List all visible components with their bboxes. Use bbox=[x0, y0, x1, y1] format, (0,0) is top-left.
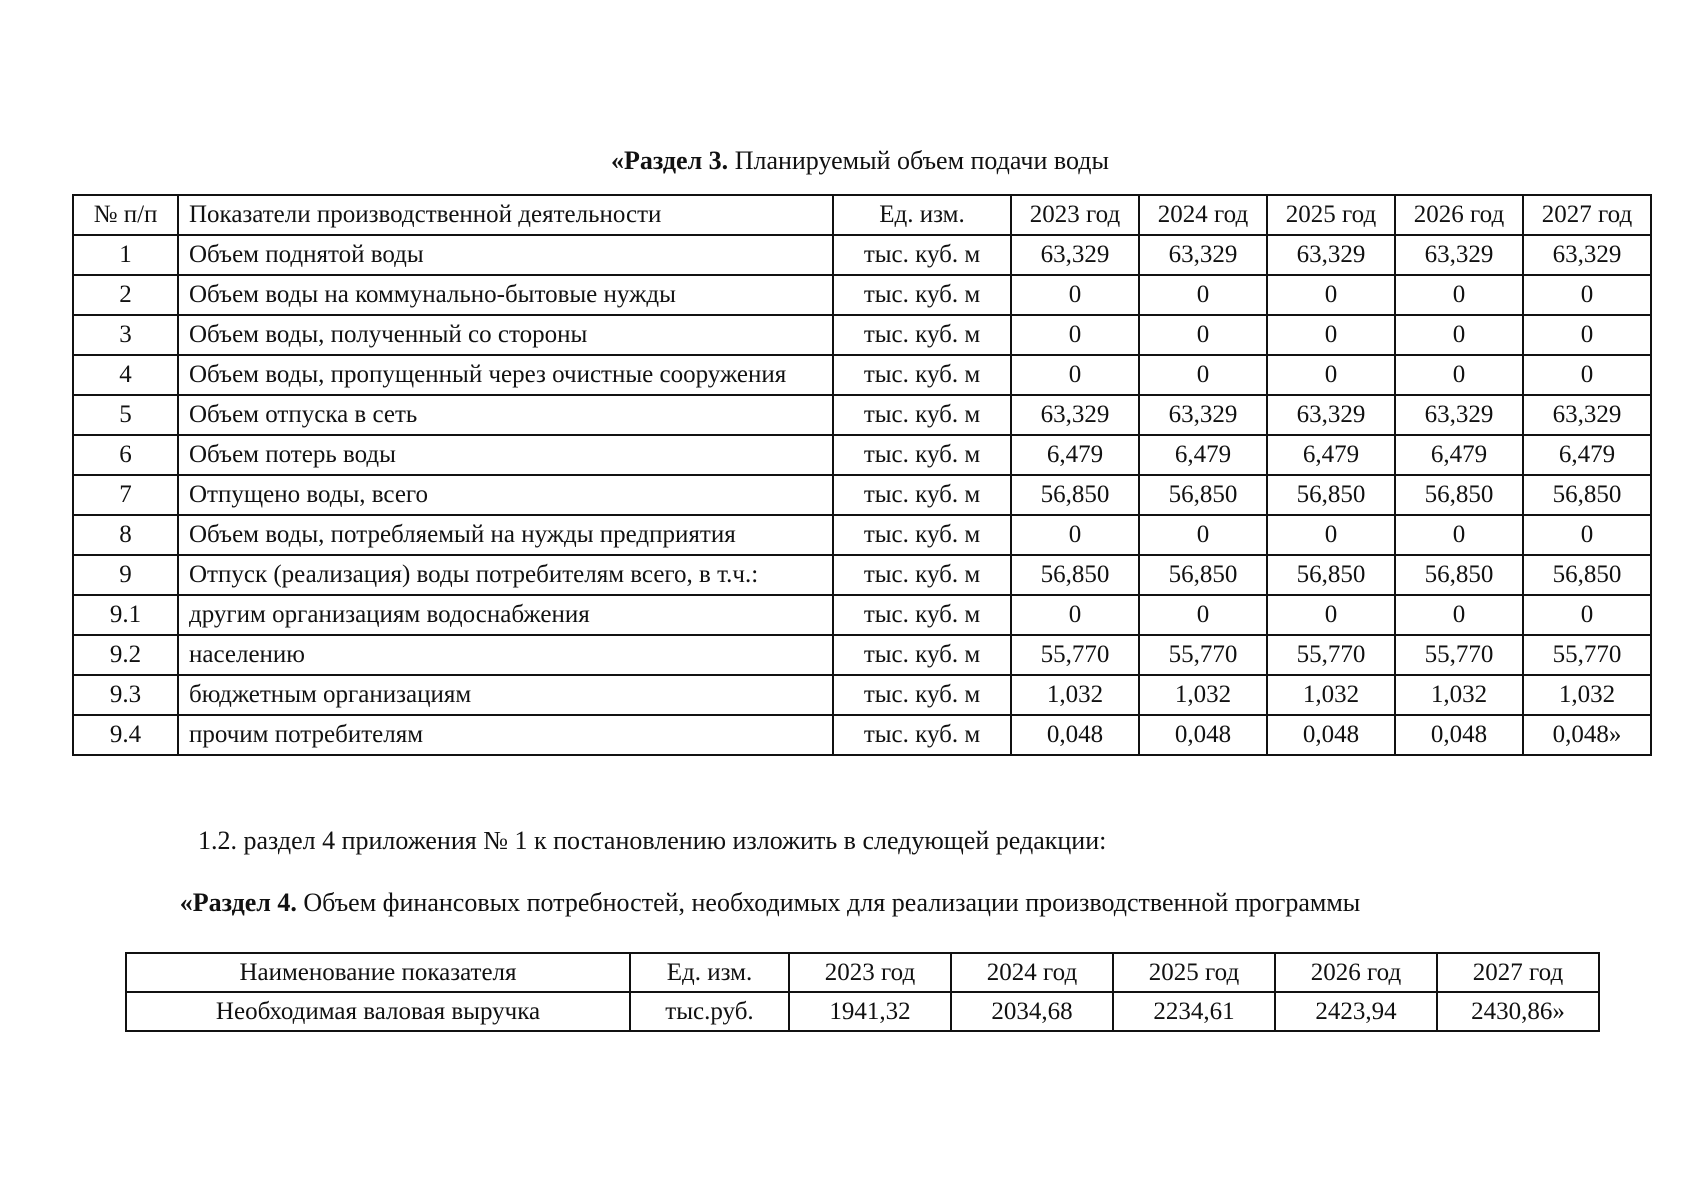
value-cell: 0 bbox=[1395, 595, 1523, 635]
value-cell: 0 bbox=[1011, 595, 1139, 635]
indicator-name-cell: Объем воды, потребляемый на нужды предприятия bbox=[178, 515, 833, 555]
header-cell: № п/п bbox=[73, 195, 178, 235]
value-cell: 0 bbox=[1267, 595, 1395, 635]
unit-cell: тыс. куб. м bbox=[833, 595, 1011, 635]
value-cell: 63,329 bbox=[1395, 235, 1523, 275]
value-cell: 63,329 bbox=[1011, 235, 1139, 275]
section-3-title-rest: Планируемый объем подачи воды bbox=[728, 146, 1109, 175]
value-cell: 2423,94 bbox=[1275, 992, 1437, 1031]
row-number-cell: 6 bbox=[73, 435, 178, 475]
table-row bbox=[73, 635, 1651, 675]
section-3-title-bold: «Раздел 3. bbox=[611, 146, 729, 175]
unit-cell: тыс. куб. м bbox=[833, 235, 1011, 275]
value-cell: 0,048 bbox=[1011, 715, 1139, 755]
table-row bbox=[73, 275, 1651, 315]
value-cell: 1,032 bbox=[1395, 675, 1523, 715]
table-row bbox=[73, 355, 1651, 395]
unit-cell: тыс. куб. м bbox=[833, 715, 1011, 755]
value-cell: 0 bbox=[1267, 515, 1395, 555]
value-cell: 0 bbox=[1011, 515, 1139, 555]
section-4-title bbox=[0, 888, 1620, 918]
row-number-cell: 9.3 bbox=[73, 675, 178, 715]
unit-cell: тыс. куб. м bbox=[833, 475, 1011, 515]
value-cell: 0 bbox=[1139, 355, 1267, 395]
indicator-name-cell: прочим потребителям bbox=[178, 715, 833, 755]
value-cell: 0 bbox=[1267, 275, 1395, 315]
section-4-title-bold: «Раздел 4. bbox=[179, 888, 297, 917]
unit-cell: тыс. куб. м bbox=[833, 555, 1011, 595]
value-cell: 0 bbox=[1267, 355, 1395, 395]
value-cell: 63,329 bbox=[1139, 235, 1267, 275]
value-cell: 0,048 bbox=[1267, 715, 1395, 755]
unit-cell: тыс. куб. м bbox=[833, 315, 1011, 355]
value-cell: 0 bbox=[1523, 275, 1651, 315]
unit-cell: тыс. куб. м bbox=[833, 635, 1011, 675]
value-cell: 0,048» bbox=[1523, 715, 1651, 755]
unit-cell: тыс. куб. м bbox=[833, 395, 1011, 435]
indicator-name-cell: населению bbox=[178, 635, 833, 675]
value-cell: 6,479 bbox=[1139, 435, 1267, 475]
value-cell: 0 bbox=[1523, 515, 1651, 555]
header-cell: 2023 год bbox=[1011, 195, 1139, 235]
value-cell: 0 bbox=[1523, 315, 1651, 355]
value-cell: 56,850 bbox=[1139, 555, 1267, 595]
value-cell: 6,479 bbox=[1267, 435, 1395, 475]
value-cell: 0 bbox=[1395, 275, 1523, 315]
unit-cell: тыс.руб. bbox=[630, 992, 789, 1031]
value-cell: 55,770 bbox=[1395, 635, 1523, 675]
value-cell: 56,850 bbox=[1523, 475, 1651, 515]
indicator-name-cell: Объем отпуска в сеть bbox=[178, 395, 833, 435]
row-number-cell: 9.1 bbox=[73, 595, 178, 635]
value-cell: 2430,86» bbox=[1437, 992, 1599, 1031]
table-row bbox=[73, 435, 1651, 475]
row-number-cell: 7 bbox=[73, 475, 178, 515]
value-cell: 0 bbox=[1139, 515, 1267, 555]
indicator-name-cell: Объем воды на коммунально-бытовые нужды bbox=[178, 275, 833, 315]
value-cell: 56,850 bbox=[1267, 555, 1395, 595]
unit-cell: тыс. куб. м bbox=[833, 675, 1011, 715]
header-cell: Наименование показателя bbox=[126, 953, 630, 992]
row-number-cell: 2 bbox=[73, 275, 178, 315]
header-cell: 2024 год bbox=[1139, 195, 1267, 235]
value-cell: 0,048 bbox=[1395, 715, 1523, 755]
table-row bbox=[73, 395, 1651, 435]
header-cell: 2024 год bbox=[951, 953, 1113, 992]
value-cell: 56,850 bbox=[1267, 475, 1395, 515]
value-cell: 0 bbox=[1395, 355, 1523, 395]
value-cell: 63,329 bbox=[1267, 395, 1395, 435]
value-cell: 63,329 bbox=[1139, 395, 1267, 435]
amendment-paragraph: 1.2. раздел 4 приложения № 1 к постановлению изложить в следующей редакции: bbox=[198, 826, 1107, 855]
row-number-cell: 9.4 bbox=[73, 715, 178, 755]
header-cell: 2023 год bbox=[789, 953, 951, 992]
value-cell: 56,850 bbox=[1139, 475, 1267, 515]
value-cell: 0 bbox=[1523, 595, 1651, 635]
header-cell: 2027 год bbox=[1437, 953, 1599, 992]
section-4-title-rest: Объем финансовых потребностей, необходимых для реализации производственной программы bbox=[296, 888, 1361, 917]
indicator-name-cell: Объем потерь воды bbox=[178, 435, 833, 475]
section-3-title bbox=[10, 146, 1700, 176]
indicator-name-cell: Отпуск (реализация) воды потребителям всего, в т.ч.: bbox=[178, 555, 833, 595]
table-row bbox=[73, 555, 1651, 595]
header-cell: Показатели производственной деятельности bbox=[178, 195, 833, 235]
value-cell: 1,032 bbox=[1267, 675, 1395, 715]
value-cell: 56,850 bbox=[1011, 475, 1139, 515]
indicator-name-cell: другим организациям водоснабжения bbox=[178, 595, 833, 635]
row-number-cell: 8 bbox=[73, 515, 178, 555]
value-cell: 2034,68 bbox=[951, 992, 1113, 1031]
financial-needs-table-body bbox=[126, 992, 1599, 1031]
table-row bbox=[73, 675, 1651, 715]
indicator-name-cell: бюджетным организациям bbox=[178, 675, 833, 715]
value-cell: 0,048 bbox=[1139, 715, 1267, 755]
row-number-cell: 5 bbox=[73, 395, 178, 435]
header-cell: 2027 год bbox=[1523, 195, 1651, 235]
value-cell: 6,479 bbox=[1395, 435, 1523, 475]
unit-cell: тыс. куб. м bbox=[833, 275, 1011, 315]
table-row bbox=[126, 992, 1599, 1031]
value-cell: 56,850 bbox=[1395, 475, 1523, 515]
indicator-name-cell: Объем воды, пропущенный через очистные сооружения bbox=[178, 355, 833, 395]
value-cell: 56,850 bbox=[1395, 555, 1523, 595]
table-header-row bbox=[126, 953, 1599, 992]
header-cell: 2025 год bbox=[1113, 953, 1275, 992]
header-cell: 2026 год bbox=[1275, 953, 1437, 992]
value-cell: 55,770 bbox=[1011, 635, 1139, 675]
value-cell: 6,479 bbox=[1523, 435, 1651, 475]
value-cell: 63,329 bbox=[1523, 235, 1651, 275]
value-cell: 56,850 bbox=[1523, 555, 1651, 595]
value-cell: 1,032 bbox=[1011, 675, 1139, 715]
water-supply-table bbox=[72, 194, 1652, 756]
value-cell: 6,479 bbox=[1011, 435, 1139, 475]
value-cell: 63,329 bbox=[1395, 395, 1523, 435]
header-cell: 2026 год bbox=[1395, 195, 1523, 235]
indicator-name-cell: Отпущено воды, всего bbox=[178, 475, 833, 515]
indicator-name-cell: Необходимая валовая выручка bbox=[126, 992, 630, 1031]
table-row bbox=[73, 475, 1651, 515]
table-row bbox=[73, 595, 1651, 635]
table-row bbox=[73, 515, 1651, 555]
row-number-cell: 1 bbox=[73, 235, 178, 275]
value-cell: 63,329 bbox=[1011, 395, 1139, 435]
row-number-cell: 3 bbox=[73, 315, 178, 355]
value-cell: 0 bbox=[1139, 275, 1267, 315]
header-cell: Ед. изм. bbox=[630, 953, 789, 992]
value-cell: 0 bbox=[1523, 355, 1651, 395]
unit-cell: тыс. куб. м bbox=[833, 515, 1011, 555]
value-cell: 63,329 bbox=[1523, 395, 1651, 435]
row-number-cell: 9 bbox=[73, 555, 178, 595]
table-row bbox=[73, 715, 1651, 755]
value-cell: 0 bbox=[1011, 355, 1139, 395]
value-cell: 0 bbox=[1011, 275, 1139, 315]
row-number-cell: 4 bbox=[73, 355, 178, 395]
row-number-cell: 9.2 bbox=[73, 635, 178, 675]
value-cell: 1,032 bbox=[1139, 675, 1267, 715]
table-row bbox=[73, 235, 1651, 275]
value-cell: 0 bbox=[1139, 315, 1267, 355]
table-row bbox=[73, 315, 1651, 355]
water-supply-table-body bbox=[73, 235, 1651, 755]
unit-cell: тыс. куб. м bbox=[833, 435, 1011, 475]
header-cell: 2025 год bbox=[1267, 195, 1395, 235]
financial-needs-table bbox=[125, 952, 1600, 1032]
value-cell: 55,770 bbox=[1267, 635, 1395, 675]
value-cell: 1941,32 bbox=[789, 992, 951, 1031]
unit-cell: тыс. куб. м bbox=[833, 355, 1011, 395]
value-cell: 56,850 bbox=[1011, 555, 1139, 595]
value-cell: 55,770 bbox=[1523, 635, 1651, 675]
value-cell: 0 bbox=[1395, 515, 1523, 555]
value-cell: 63,329 bbox=[1267, 235, 1395, 275]
value-cell: 0 bbox=[1267, 315, 1395, 355]
indicator-name-cell: Объем поднятой воды bbox=[178, 235, 833, 275]
value-cell: 1,032 bbox=[1523, 675, 1651, 715]
indicator-name-cell: Объем воды, полученный со стороны bbox=[178, 315, 833, 355]
table-header-row bbox=[73, 195, 1651, 235]
value-cell: 0 bbox=[1011, 315, 1139, 355]
value-cell: 0 bbox=[1139, 595, 1267, 635]
value-cell: 0 bbox=[1395, 315, 1523, 355]
header-cell: Ед. изм. bbox=[833, 195, 1011, 235]
value-cell: 55,770 bbox=[1139, 635, 1267, 675]
value-cell: 2234,61 bbox=[1113, 992, 1275, 1031]
